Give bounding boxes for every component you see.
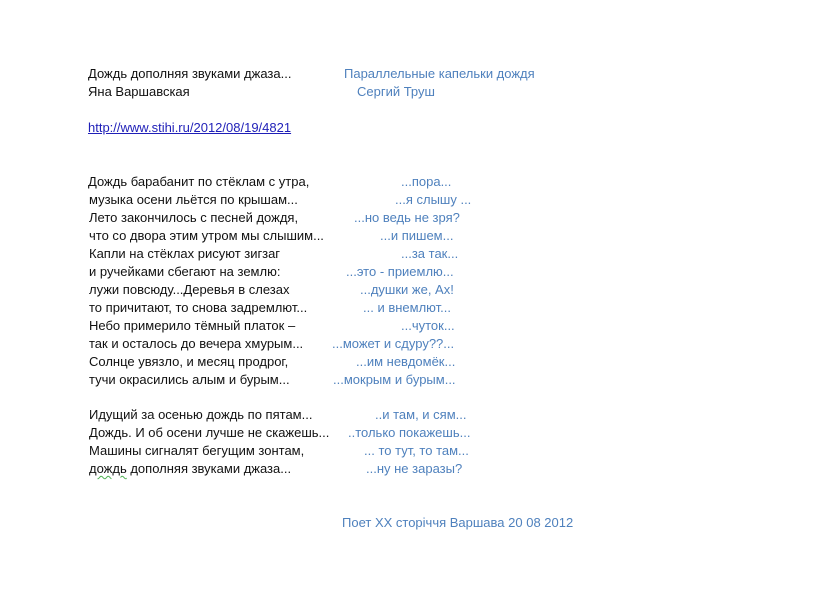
stanza1-line-8-left: то причитают, то снова задремлют... xyxy=(89,300,308,315)
stanza1-line-3-right: ...но ведь не зря? xyxy=(354,210,460,225)
stanza1-line-9-left: Небо примерило тёмный платок – xyxy=(89,318,296,333)
stanza1-line-12-left: тучи окрасились алым и бурым... xyxy=(89,372,290,387)
spellcheck-word: дождь xyxy=(89,461,127,476)
stanza1-line-9-right: ...чуток... xyxy=(401,318,455,333)
stanza2-line-4-left xyxy=(89,460,291,478)
author-left: Яна Варшавская xyxy=(88,84,190,99)
stanza2-line-4-left-rest: дополняя звуками джаза... xyxy=(126,461,292,476)
stanza2-line-2-right: ..только покажешь... xyxy=(348,425,471,440)
stanza1-line-2-right: ...я слышу ... xyxy=(395,192,472,207)
stanza2-line-2-left: Дождь. И об осени лучше не скажешь... xyxy=(89,425,330,440)
stanza1-line-1-right: ...пора... xyxy=(401,174,452,189)
stanza1-line-7-left: лужи повсюду...Деревья в слезах xyxy=(89,282,290,297)
stanza2-line-3-left: Машины сигналят бегущим зонтам, xyxy=(89,443,305,458)
signature-line: Поет ХХ сторіччя Варшава 20 08 2012 xyxy=(342,515,574,530)
stanza1-line-10-left: так и осталось до вечера хмурым... xyxy=(89,336,304,351)
source-link[interactable]: http://www.stihi.ru/2012/08/19/4821 xyxy=(88,120,292,135)
stanza1-line-11-left: Солнце увязло, и месяц продрог, xyxy=(89,354,289,369)
author-right: Сергий Труш xyxy=(357,84,435,99)
stanza1-line-5-right: ...за так... xyxy=(401,246,459,261)
poem-title-right: Параллельные капельки дождя xyxy=(344,66,535,81)
stanza1-line-6-left: и ручейками сбегают на землю: xyxy=(89,264,281,279)
poem-title-left: Дождь дополняя звуками джаза... xyxy=(88,66,292,81)
stanza2-line-4-right: ...ну не заразы? xyxy=(366,461,463,476)
stanza1-line-3-left: Лето закончилось с песней дождя, xyxy=(89,210,299,225)
stanza1-line-1-left: Дождь барабанит по стёклам с утра, xyxy=(88,174,310,189)
stanza2-line-3-right: ... то тут, то там... xyxy=(364,443,469,458)
stanza1-line-2-left: музыка осени льётся по крышам... xyxy=(89,192,298,207)
stanza1-line-6-right: ...это - приемлю... xyxy=(346,264,454,279)
stanza2-line-1-right: ..и там, и сям... xyxy=(375,407,467,422)
stanza1-line-11-right: ...им невдомёк... xyxy=(356,354,456,369)
stanza1-line-8-right: ... и внемлют... xyxy=(363,300,451,315)
stanza1-line-10-right: ...может и сдуру??... xyxy=(332,336,455,351)
stanza1-line-4-right: ...и пишем... xyxy=(380,228,454,243)
stanza1-line-5-left: Капли на стёклах рисуют зигзаг xyxy=(89,246,281,261)
stanza1-line-12-right: ...мокрым и бурым... xyxy=(333,372,456,387)
stanza1-line-4-left: что со двора этим утром мы слышим... xyxy=(89,228,324,243)
stanza2-line-1-left: Идущий за осенью дождь по пятам... xyxy=(89,407,313,422)
stanza1-line-7-right: ...душки же, Ах! xyxy=(360,282,454,297)
